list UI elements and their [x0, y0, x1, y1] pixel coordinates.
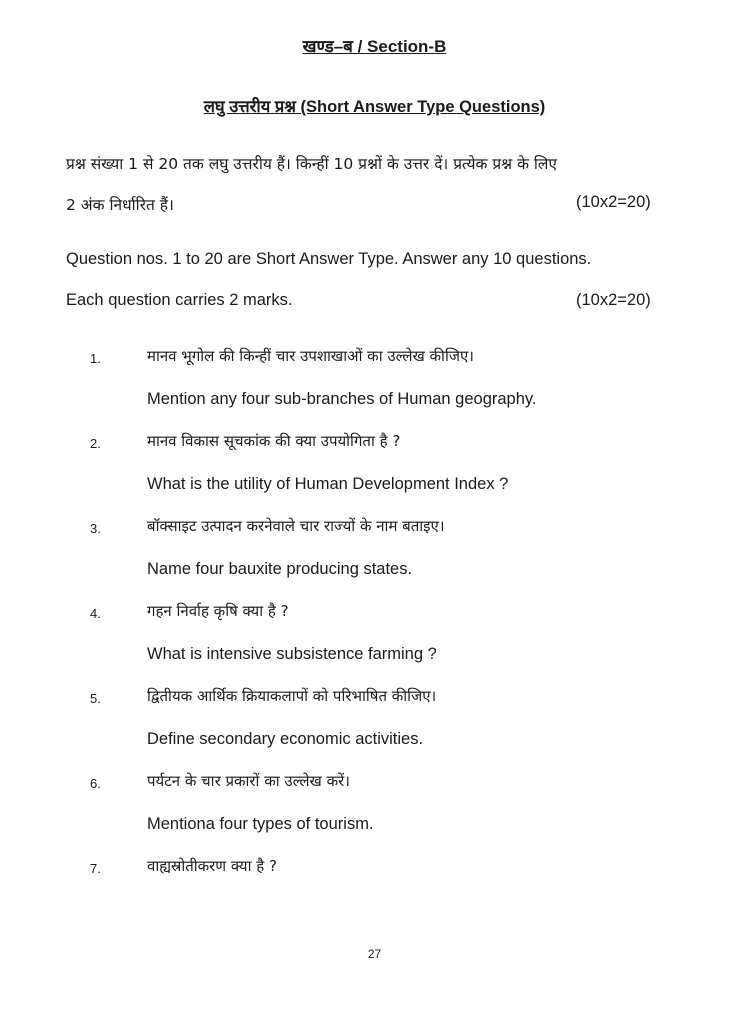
question-english: Name four bauxite producing states. [147, 560, 413, 578]
question-hindi: मानव भूगोल की किन्हीं चार उपशाखाओं का उल्लेख कीजिए। [147, 347, 474, 365]
question-english: Mentiona four types of tourism. [147, 815, 374, 833]
question-english: What is the utility of Human Development Index ? [147, 475, 509, 493]
question-number: 4. [90, 606, 101, 621]
question-english: What is intensive subsistence farming ? [147, 645, 437, 663]
question-hindi: पर्यटन के चार प्रकारों का उल्लेख करें। [147, 772, 350, 790]
question-number: 3. [90, 521, 101, 536]
marks-english: (10x2=20) [576, 291, 651, 309]
question-hindi: द्वितीयक आर्थिक क्रियाकलापों को परिभाषित कीजिए। [147, 687, 437, 705]
question-number: 6. [90, 776, 101, 791]
question-hindi: गहन निर्वाह कृषि क्या है ? [147, 602, 289, 620]
question-hindi: वाह्यस्रोतीकरण क्या है ? [147, 857, 277, 875]
page-number: 27 [367, 947, 382, 961]
instructions-english-line2: Each question carries 2 marks. [66, 291, 293, 309]
question-number: 7. [90, 861, 101, 876]
subheading: लघु उत्तरीय प्रश्न (Short Answer Type Questions) [203, 98, 546, 116]
question-number: 2. [90, 436, 101, 451]
section-heading: खण्ड–ब / Section-B [302, 37, 447, 56]
instructions-hindi-line2: 2 अंक निर्धारित हैं। [66, 196, 174, 214]
marks-hindi: (10x2=20) [576, 193, 651, 211]
question-number: 1. [90, 351, 101, 366]
question-english: Define secondary economic activities. [147, 730, 424, 748]
question-hindi: बॉक्साइट उत्पादन करनेवाले चार राज्यों के नाम बताइए। [147, 517, 445, 535]
question-english: Mention any four sub-branches of Human geography. [147, 390, 537, 408]
instructions-english-line1: Question nos. 1 to 20 are Short Answer Type. Answer any 10 questions. [66, 250, 592, 268]
instructions-hindi-line1: प्रश्न संख्या 1 से 20 तक लघु उत्तरीय हैं। किन्हीं 10 प्रश्नों के उत्तर दें। प्रत्येक प्रश्न के लिए [66, 155, 557, 173]
question-number: 5. [90, 691, 101, 706]
question-hindi: मानव विकास सूचकांक की क्या उपयोगिता है ? [147, 432, 401, 450]
